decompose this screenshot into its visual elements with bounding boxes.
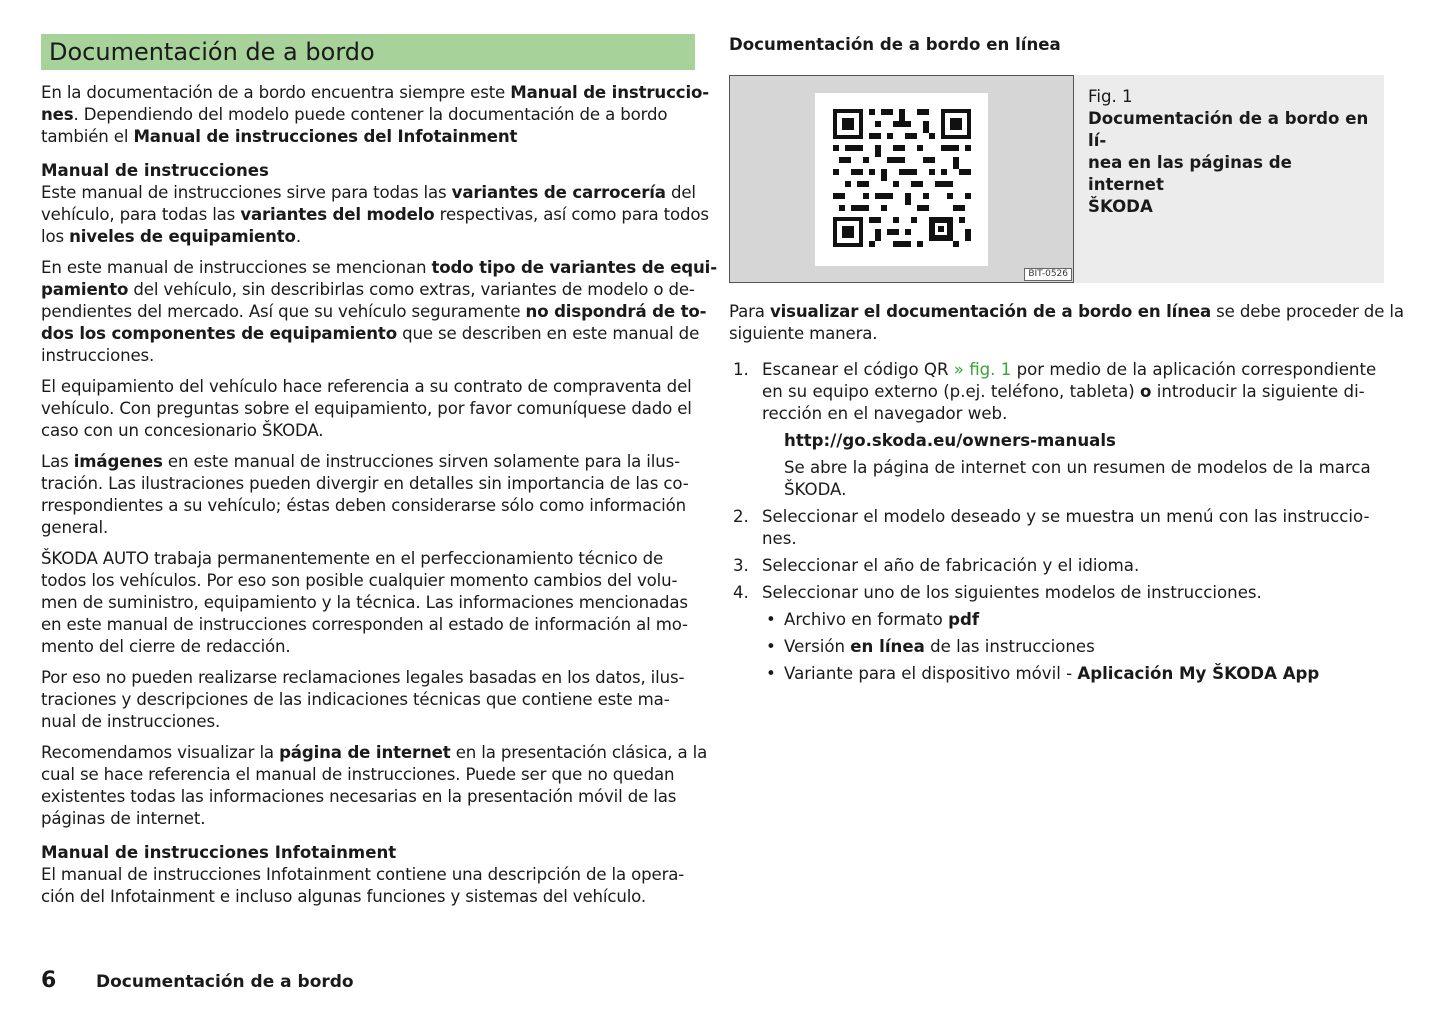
- paragraph-images: Las imágenes en este manual de instrucciones sirven solamente para la ilus- tración. Las ilustraciones pueden divergir en detalles sin importancia de las co- rrespondientes a su vehículo; éstas deben considerarse sólo como información general.: [41, 452, 689, 537]
- paragraph-website: Recomendamos visualizar la página de internet en la presentación clásica, a la cual se hace referencia el manual de instrucciones. Puede ser que no quedan existentes todas las informaciones necesarias en la presentación móvil de las páginas de internet.: [41, 743, 708, 828]
- url-note: Se abre la página de internet con un resumen de modelos de la marca ŠKODA.: [784, 458, 1371, 499]
- steps-list: [729, 359, 1384, 685]
- paragraph-body-variants: Este manual de instrucciones sirve para todas las variantes de carrocería del vehículo, para todas las variantes del modelo respectivas, así como para todos los niveles de equipamiento.: [41, 183, 709, 246]
- list-item: 3. Seleccionar el año de fabricación y el idioma.: [733, 556, 1140, 575]
- intro-paragraph: En la documentación de a bordo encuentra siempre este Manual de instruccio- nes. Dependiendo del modelo puede contener la documentación de a bordo también el Manual de instrucciones del Infotainment: [41, 83, 709, 146]
- section-heading-infotainment: Manual de instrucciones Infotainment: [41, 843, 397, 862]
- right-column: [729, 34, 1404, 690]
- page-number: 6: [41, 968, 57, 993]
- figure-1: [729, 75, 1384, 283]
- figure-link[interactable]: » fig. 1: [953, 360, 1012, 379]
- figure-caption-title: Documentación de a bordo en lí- nea en las páginas de internet ŠKODA: [1088, 109, 1369, 216]
- qr-code: [815, 93, 988, 266]
- manuals-url[interactable]: http://go.skoda.eu/owners-manuals: [784, 431, 1116, 450]
- page-title: Documentación de a bordo: [41, 34, 695, 70]
- figure-caption: [1074, 75, 1384, 283]
- list-item: 4. Seleccionar uno de los siguientes modelos de instrucciones. • Archivo en formato pdf • Versión en línea de las instrucciones • Variante para el dispositivo móvil - Aplicación My ŠKODA App: [729, 582, 1384, 685]
- figure-label: Fig. 1: [1088, 87, 1133, 106]
- online-docs-heading: Documentación de a bordo en línea: [729, 35, 1061, 54]
- list-item: 1. Escanear el código QR » fig. 1 por medio de la aplicación correspondiente en su equipo externo (p.ej. teléfono, tableta) o introducir la siguiente di- rección en el navegador web. http://go.skoda.eu/owners-manuals Se abre la página de internet con un resumen de modelos de la marca ŠKODA.: [729, 359, 1384, 501]
- section-heading-manual: Manual de instrucciones: [41, 161, 269, 180]
- left-column: [41, 34, 717, 917]
- paragraph-contract: El equipamiento del vehículo hace referencia a su contrato de compraventa del vehículo. Con preguntas sobre el equipamiento, por favor comuníquese dado el caso con un concesionario ŠKODA.: [41, 377, 692, 440]
- list-item: • Archivo en formato pdf: [766, 610, 980, 629]
- paragraph-infotainment: El manual de instrucciones Infotainment contiene una descripción de la opera- ción del Infotainment e incluso algunas funciones y sistemas del vehículo.: [41, 865, 685, 906]
- online-intro-paragraph: Para visualizar el documentación de a bordo en línea se debe proceder de la siguiente manera.: [729, 302, 1404, 343]
- paragraph-equipment-variants: En este manual de instrucciones se mencionan todo tipo de variantes de equi- pamiento del vehículo, sin describirlas como extras, variantes de modelo o de- pendientes del mercado. Así que su vehículo seguramente no dispondrá de to- dos los componentes de equipamiento que se describen en este manual de instrucciones.: [41, 258, 717, 365]
- list-item: 2. Seleccionar el modelo deseado y se muestra un menú con las instruccio- nes.: [733, 507, 1370, 548]
- list-item: • Versión en línea de las instrucciones: [766, 637, 1095, 656]
- paragraph-claims: Por eso no pueden realizarse reclamaciones legales basadas en los datos, ilus- traciones y descripciones de las indicaciones técnicas que contiene este ma- nual de instrucciones.: [41, 668, 685, 731]
- footer-title: Documentación de a bordo: [96, 972, 354, 992]
- page-footer: [41, 968, 354, 993]
- image-code-label: BIT-0526: [1024, 268, 1072, 281]
- qr-figure-image: [729, 75, 1074, 283]
- paragraph-skoda-auto: ŠKODA AUTO trabaja permanentemente en el perfeccionamiento técnico de todos los vehículos. Por eso son posible cualquier momento cambios del volu- men de suministro, equipamiento y la técnica. Las informaciones mencionadas en este manual de instrucciones corresponden al estado de información al mo- mento del cierre de redacción.: [41, 549, 688, 656]
- instruction-format-list: [762, 609, 1384, 685]
- list-item: • Variante para el dispositivo móvil - Aplicación My ŠKODA App: [766, 664, 1320, 683]
- qr-code-icon: [833, 109, 971, 247]
